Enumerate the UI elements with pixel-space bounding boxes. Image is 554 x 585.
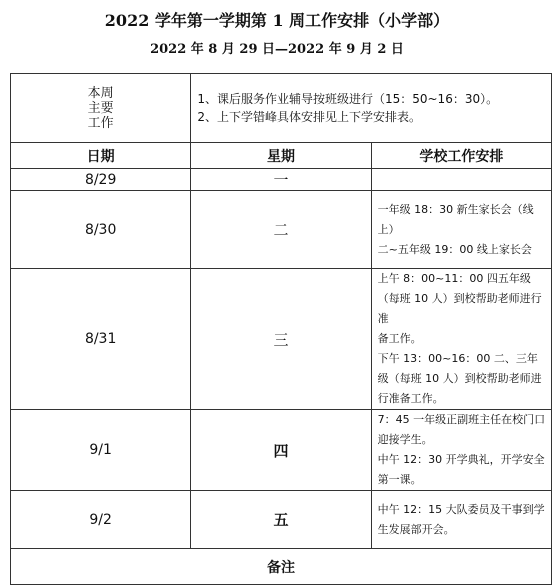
header-arrangement: 学校工作安排 (371, 143, 551, 169)
row-arrangement (371, 169, 551, 191)
row-date: 8/29 (11, 169, 191, 191)
table-row (11, 491, 552, 549)
table-row (11, 410, 552, 491)
row-weekday: 二 (191, 191, 371, 269)
summary-row (11, 74, 552, 143)
header-date: 日期 (11, 143, 191, 169)
row-date: 8/31 (11, 269, 191, 410)
row-arrangement (371, 410, 551, 491)
summary-label-line: 主要 (87, 100, 114, 116)
arrangement-line: 一年级 18：30 新生家长会（线上） (377, 202, 534, 236)
date-range: 2022 年 8 月 29 日—2022 年 9 月 2 日 (150, 42, 404, 57)
summary-line: 1、课后服务作业辅导按班级进行（15：50~16：30）。 (197, 92, 499, 106)
arrangement-line: 中午 12：15 大队委员及干事到学生发展部开会。 (377, 502, 545, 536)
row-weekday: 三 (191, 269, 371, 410)
arrangement-line: 下午 13：00~16：00 二、三年级（每班 10 人）到校帮助老师进 (377, 352, 542, 385)
header-weekday: 星期 (191, 143, 371, 169)
row-weekday: 五 (191, 491, 371, 549)
row-date: 8/30 (11, 191, 191, 269)
arrangement-line: 备工作。 (377, 332, 422, 345)
remarks-label: 备注 (11, 549, 552, 585)
summary-label-line: 工作 (87, 115, 114, 131)
schedule-table (10, 73, 552, 585)
row-weekday: 一 (191, 169, 371, 191)
arrangement-line: 二~五年级 19：00 线上家长会 (377, 242, 532, 256)
header-row (11, 143, 552, 169)
row-arrangement (371, 191, 551, 269)
summary-label (11, 74, 191, 143)
arrangement-line: 中午 12：30 开学典礼，开学安全第一课。 (377, 453, 545, 486)
row-weekday: 四 (191, 410, 371, 491)
row-date: 9/2 (11, 491, 191, 549)
summary-label-line: 本周 (87, 85, 114, 101)
row-arrangement (371, 269, 551, 410)
arrangement-line: 7：45 一年级正副班主任在校门口迎接学生。 (377, 413, 546, 446)
row-arrangement (371, 491, 551, 549)
arrangement-line: 行准备工作。 (377, 392, 444, 405)
table-row (11, 269, 552, 410)
summary-line: 2、上下学错峰具体安排见上下学安排表。 (197, 110, 421, 124)
table-row (11, 169, 552, 191)
arrangement-line: 上午 8：00~11：00 四五年级（每班 10 人）到校帮助老师进行准 (377, 272, 542, 325)
row-date: 9/1 (11, 410, 191, 491)
footer-row (11, 549, 552, 585)
table-row (11, 191, 552, 269)
summary-content (191, 74, 552, 143)
page-title: 2022 学年第一学期第 1 周工作安排（小学部） (104, 11, 450, 30)
